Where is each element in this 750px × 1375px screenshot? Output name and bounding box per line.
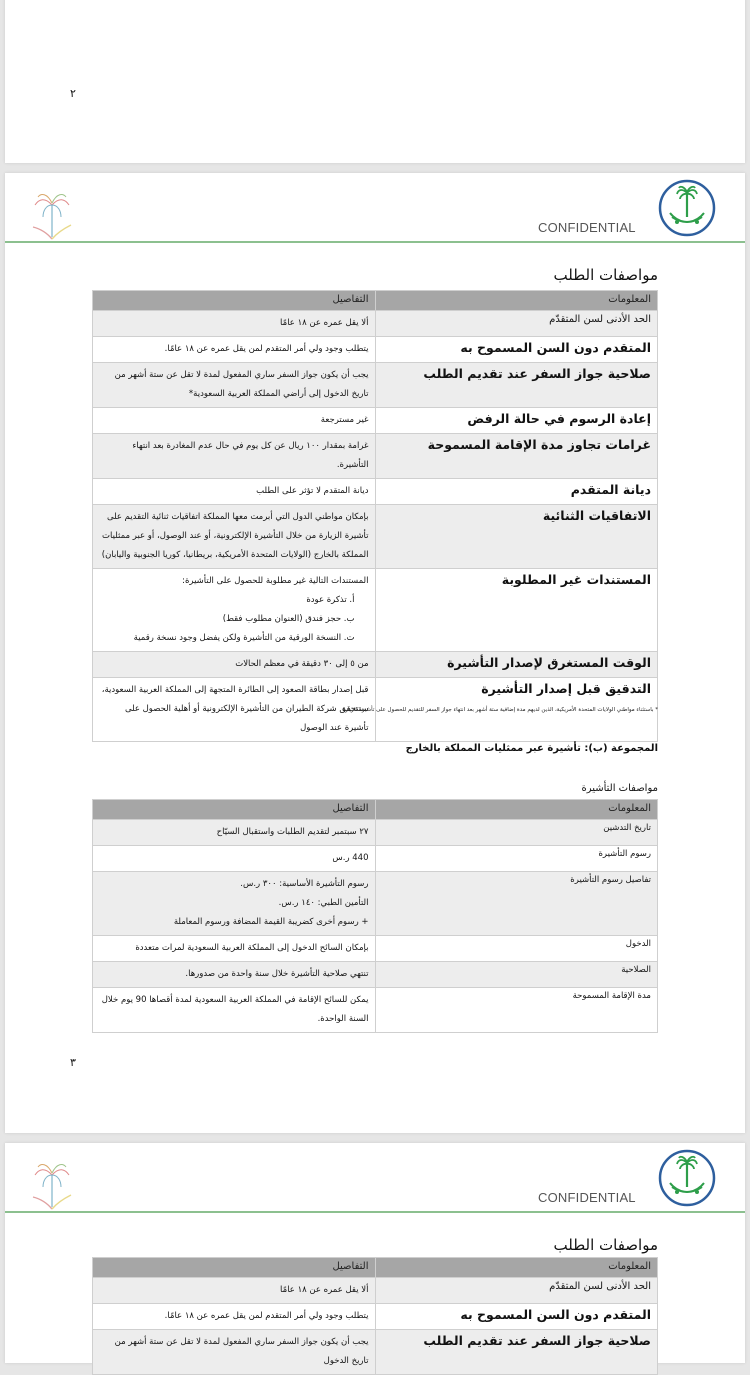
column-header-info: المعلومات — [375, 800, 658, 820]
table-row — [93, 1304, 658, 1330]
section-title: مواصفات الطلب — [553, 1236, 658, 1254]
table-row — [93, 936, 658, 962]
row-value: ألا يقل عمره عن ١٨ عامًا — [93, 311, 376, 337]
row-label: صلاحية جواز السفر عند تقديم الطلب — [375, 363, 658, 408]
row-value: تنتهي صلاحية التأشيرة خلال سنة واحدة من صدورها. — [93, 962, 376, 988]
table-row — [93, 962, 658, 988]
document-page — [5, 0, 745, 163]
table-row — [93, 1330, 658, 1375]
list-item: ب. حجز فندق (العنوان مطلوب فقط) — [222, 614, 355, 624]
document-page — [5, 173, 745, 1133]
row-label: الدخول — [375, 936, 658, 962]
row-label: الاتفاقيات الثنائية — [375, 505, 658, 569]
table-row — [93, 872, 658, 936]
table-row — [93, 505, 658, 569]
fee-line: + رسوم أخرى كضريبة القيمة المضافة ورسوم المعاملة — [173, 917, 369, 927]
table-header-row — [93, 291, 658, 311]
list-item: أ. تذكرة عودة — [306, 595, 355, 605]
row-label: الصلاحية — [375, 962, 658, 988]
row-value: بإمكان مواطني الدول التي أبرمت معها المملكة اتفاقيات ثنائية التقديم على تأشيرة الزيارة من خلال التأشيرة الإلكترونية، أو عند الوصول، أو عبر ممثليات المملكة بالخارج (الولايات المتحدة الأمريكية، بريطانيا، كوريا الجنوبية واليابان) — [93, 505, 376, 569]
table-row — [93, 408, 658, 434]
column-header-details: التفاصيل — [93, 800, 376, 820]
header-divider — [5, 1211, 745, 1213]
row-value: ٢٧ سبتمبر لتقديم الطلبات واستقبال السيّاح — [93, 820, 376, 846]
row-value: غرامة بمقدار ١٠٠ ريال عن كل يوم في حال عدم المغادرة بعد انتهاء التأشيرة. — [93, 434, 376, 479]
application-specs-table — [92, 1257, 658, 1375]
group-title: المجموعة (ب): تأشيرة عبر ممثليات المملكة بالخارج — [405, 743, 658, 754]
page-number: ٢ — [70, 87, 76, 100]
row-value: قبل إصدار بطاقة الصعود إلى الطائرة المتجهة إلى المملكة العربية السعودية، ستتحقق شركة الطيران من التأشيرة الإلكترونية أو أهلية الحصول على تأشيرة عند الوصول — [93, 678, 376, 742]
confidential-label: CONFIDENTIAL — [538, 1190, 636, 1205]
row-value: بإمكان السائح الدخول إلى المملكة العربية السعودية لمرات متعددة — [93, 936, 376, 962]
column-header-info: المعلومات — [375, 291, 658, 311]
column-header-details: التفاصيل — [93, 1258, 376, 1278]
column-header-details: التفاصيل — [93, 291, 376, 311]
table-row — [93, 988, 658, 1033]
row-label: تفاصيل رسوم التأشيرة — [375, 872, 658, 936]
row-value: يتطلب وجود ولي أمر المتقدم لمن يقل عمره عن ١٨ عامًا. — [93, 337, 376, 363]
row-value: غير مسترجعة — [93, 408, 376, 434]
palm-logo-icon — [29, 187, 75, 243]
page-number: ٣ — [70, 1056, 76, 1069]
row-label: إعادة الرسوم في حالة الرفض — [375, 408, 658, 434]
row-label: التدقيق قبل إصدار التأشيرة — [375, 678, 658, 742]
row-value — [93, 569, 376, 652]
row-value: ديانة المتقدم لا تؤثر على الطلب — [93, 479, 376, 505]
saudi-emblem-icon — [658, 1149, 716, 1207]
row-label: رسوم التأشيرة — [375, 846, 658, 872]
row-label: الحد الأدنى لسن المتقدّم — [375, 1278, 658, 1304]
row-label: المتقدم دون السن المسموح به — [375, 1304, 658, 1330]
header-divider — [5, 241, 745, 243]
row-label: الحد الأدنى لسن المتقدّم — [375, 311, 658, 337]
page-header — [5, 173, 745, 243]
row-label: صلاحية جواز السفر عند تقديم الطلب — [375, 1330, 658, 1375]
table-row — [93, 820, 658, 846]
table-row — [93, 846, 658, 872]
row-value — [93, 872, 376, 936]
column-header-info: المعلومات — [375, 1258, 658, 1278]
application-specs-table — [92, 290, 658, 742]
row-label: تاريخ التدشين — [375, 820, 658, 846]
table-row — [93, 569, 658, 652]
row-label: المتقدم دون السن المسموح به — [375, 337, 658, 363]
row-value: من ٥ إلى ٣٠ دقيقة في معظم الحالات — [93, 652, 376, 678]
table-row — [93, 434, 658, 479]
table-row — [93, 479, 658, 505]
table-row — [93, 363, 658, 408]
table-header-row — [93, 800, 658, 820]
row-value: يتطلب وجود ولي أمر المتقدم لمن يقل عمره عن ١٨ عامًا. — [93, 1304, 376, 1330]
fee-line: رسوم التأشيرة الأساسية: ٣٠٠ ر.س. — [240, 879, 369, 889]
fee-line: التأمين الطبي: ١٤٠ ر.س. — [278, 898, 369, 908]
table-header-row — [93, 1258, 658, 1278]
table-row — [93, 311, 658, 337]
row-label: ديانة المتقدم — [375, 479, 658, 505]
confidential-label: CONFIDENTIAL — [538, 220, 636, 235]
section-title: مواصفات الطلب — [553, 266, 658, 284]
row-value: يجب أن يكون جواز السفر ساري المفعول لمدة لا تقل عن ستة أشهر من تاريخ الدخول إلى أراضي المملكة العربية السعودية* — [93, 363, 376, 408]
list-intro: المستندات التالية غير مطلوبة للحصول على التأشيرة: — [182, 576, 369, 586]
row-label: غرامات تجاوز مدة الإقامة المسموحة — [375, 434, 658, 479]
row-value: يجب أن يكون جواز السفر ساري المفعول لمدة لا تقل عن ستة أشهر من تاريخ الدخول — [93, 1330, 376, 1375]
row-label: المستندات غير المطلوبة — [375, 569, 658, 652]
saudi-emblem-icon — [658, 179, 716, 237]
palm-logo-icon — [29, 1157, 75, 1213]
document-page — [5, 1143, 745, 1366]
list-item: ت. النسخة الورقية من التأشيرة ولكن يفضل وجود نسخة رقمية — [133, 633, 355, 643]
page-header — [5, 1143, 745, 1213]
row-value: 440 ر.س — [93, 846, 376, 872]
row-value: ألا يقل عمره عن ١٨ عامًا — [93, 1278, 376, 1304]
row-label: الوقت المستغرق لإصدار التأشيرة — [375, 652, 658, 678]
row-value: يمكن للسائح الإقامة في المملكة العربية السعودية لمدة أقصاها 90 يوم خلال السنة الواحدة. — [93, 988, 376, 1033]
footnote: * باستثناء مواطني الولايات المتحدة الأمريكية، الذين لديهم مدة إضافية ستة أشهر بعد انتهاء جواز السفر للتقديم للحصول على تأشيرة الزيارة — [342, 707, 658, 713]
table-row — [93, 652, 658, 678]
row-label: مدة الإقامة المسموحة — [375, 988, 658, 1033]
table-row — [93, 1278, 658, 1304]
visa-specs-table — [92, 799, 658, 1033]
table-row — [93, 337, 658, 363]
visa-specs-title: مواصفات التأشيرة — [581, 783, 658, 794]
